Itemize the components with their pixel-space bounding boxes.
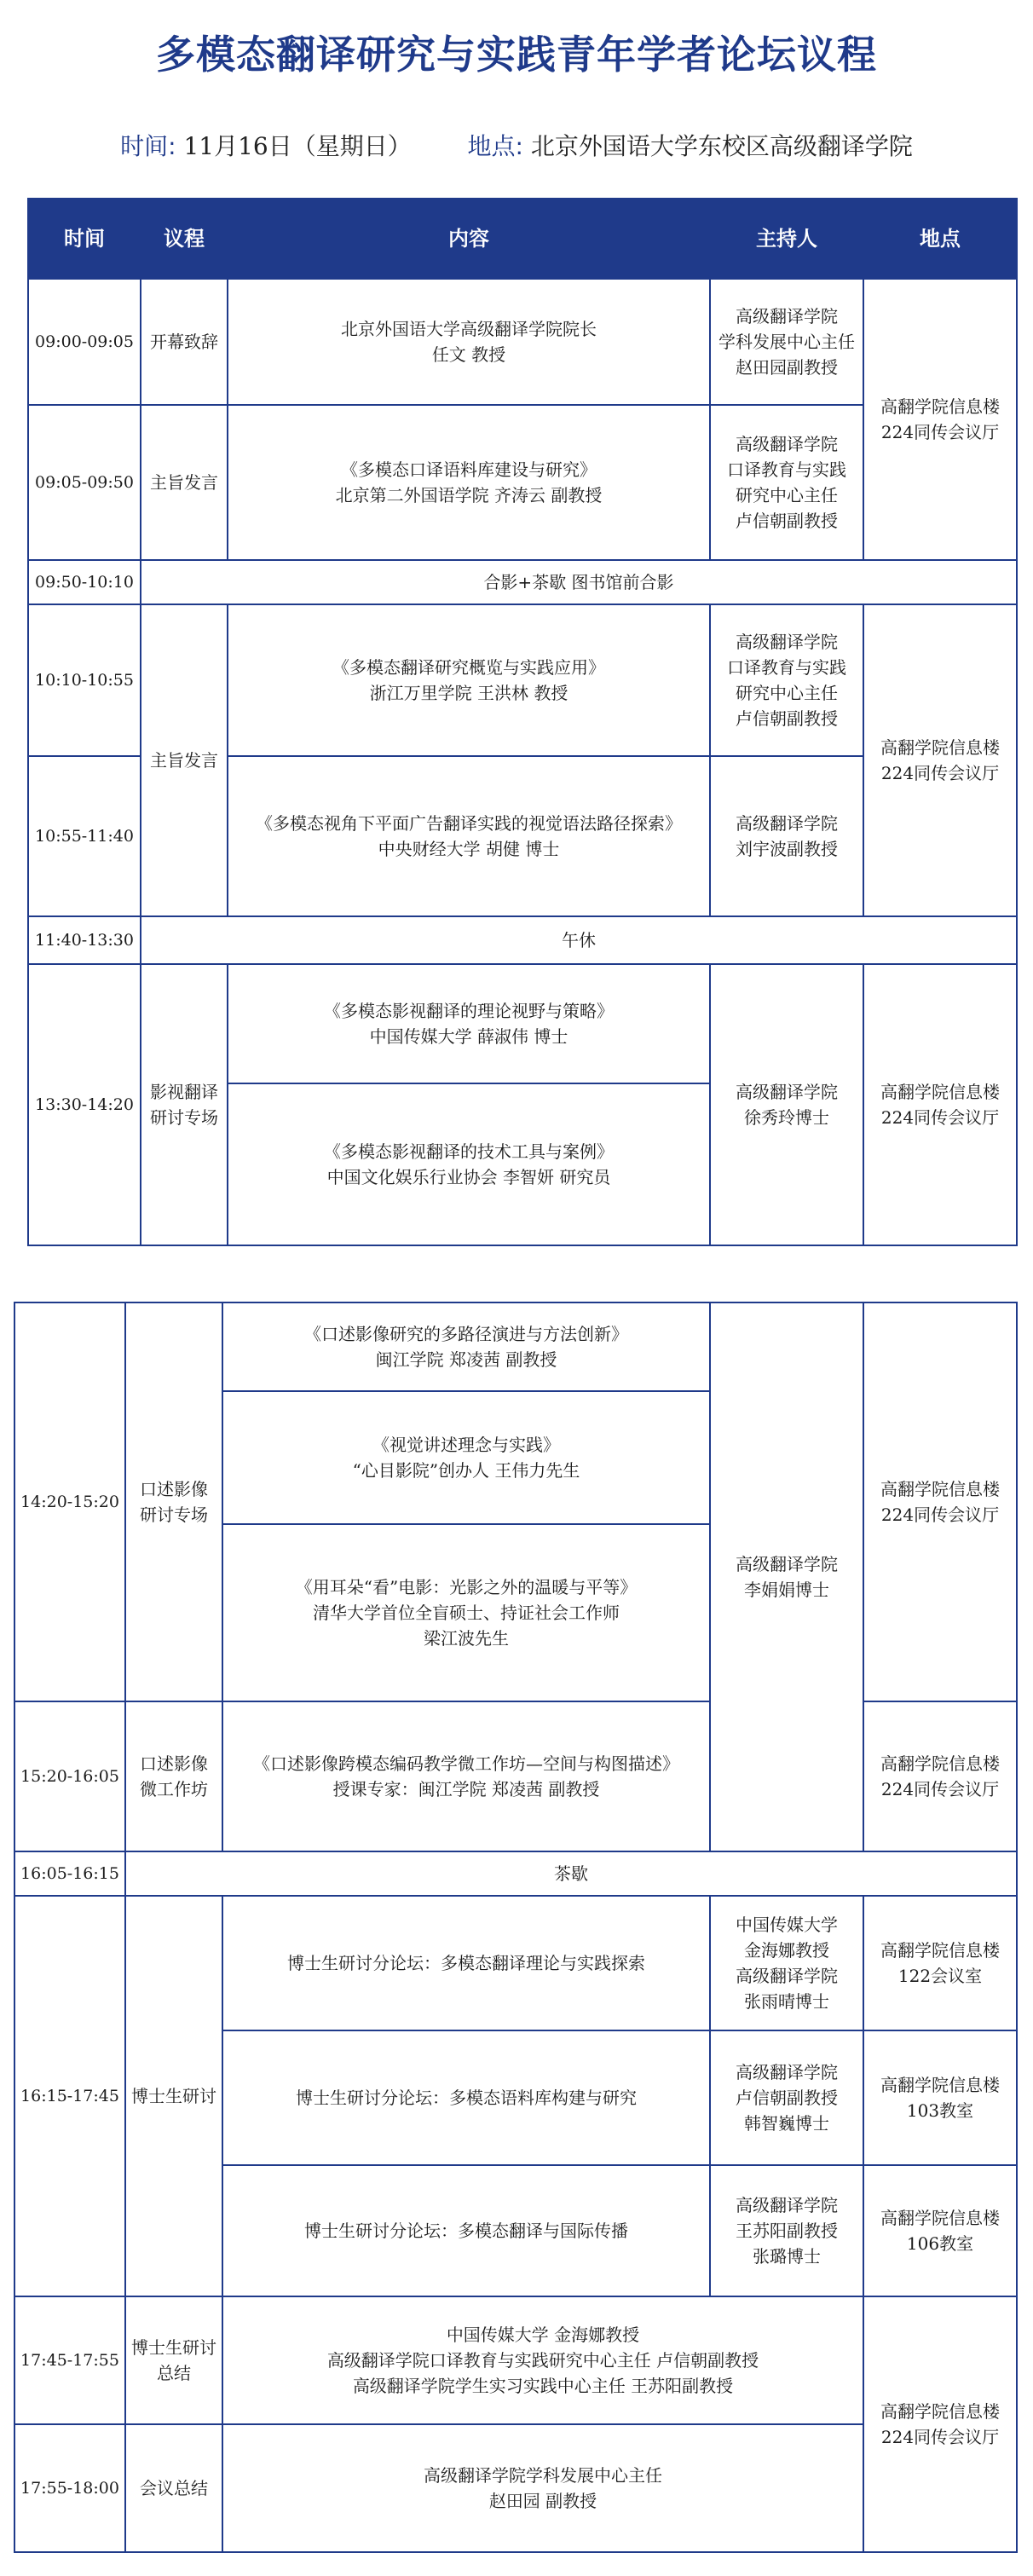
- header-host: 主持人: [710, 199, 863, 279]
- table-row: [28, 279, 1017, 405]
- table-row: [14, 1851, 1017, 1896]
- host-cell: 高级翻译学院 口译教育与实践 研究中心主任 卢信朝副教授: [710, 604, 863, 756]
- item-cell: 影视翻译 研讨专场: [141, 964, 228, 1245]
- item-cell: 博士生研讨: [125, 1896, 222, 2296]
- venue-cell: 高翻学院信息楼 224同传会议厅: [863, 604, 1017, 916]
- header-time: 时间: [28, 199, 141, 279]
- content-cell: 博士生研讨分论坛：多模态翻译与国际传播: [222, 2165, 710, 2296]
- time-cell: 17:55-18:00: [14, 2424, 125, 2552]
- host-cell: 高级翻译学院 王苏阳副教授 张璐博士: [710, 2165, 863, 2296]
- place-value: 北京外国语大学东校区高级翻译学院: [530, 132, 913, 160]
- break-cell: 合影+茶歇 图书馆前合影: [141, 560, 1017, 604]
- item-cell: 开幕致辞: [141, 279, 228, 405]
- venue-cell: 高翻学院信息楼 106教室: [863, 2165, 1017, 2296]
- host-cell: 高级翻译学院 李娟娟博士: [710, 1302, 863, 1851]
- header-item: 议程: [141, 199, 228, 279]
- item-cell: 口述影像 研讨专场: [125, 1302, 222, 1701]
- item-cell: 博士生研讨 总结: [125, 2296, 222, 2424]
- host-cell: 高级翻译学院 徐秀玲博士: [710, 964, 863, 1245]
- venue-cell: 高翻学院信息楼 224同传会议厅: [863, 1701, 1017, 1851]
- content-cell: 博士生研讨分论坛：多模态语料库构建与研究: [222, 2030, 710, 2165]
- table-row: [14, 1701, 1017, 1851]
- venue-cell: 高翻学院信息楼 224同传会议厅: [863, 1302, 1017, 1701]
- host-cell: 中国传媒大学 金海娜教授 高级翻译学院 张雨晴博士: [710, 1896, 863, 2030]
- content-cell: 《口述影像跨模态编码教学微工作坊—空间与构图描述》 授课专家：闽江学院 郑凌茜 副教授: [222, 1701, 710, 1851]
- agenda-table-part1: [27, 198, 1018, 1246]
- time-cell: 16:05-16:15: [14, 1851, 125, 1896]
- content-cell: 《多模态影视翻译的技术工具与案例》 中国文化娱乐行业协会 李智妍 研究员: [228, 1083, 710, 1245]
- time-cell: 16:15-17:45: [14, 1896, 125, 2296]
- host-cell: 高级翻译学院 口译教育与实践 研究中心主任 卢信朝副教授: [710, 405, 863, 560]
- table-row: [28, 916, 1017, 964]
- event-info: [0, 128, 1033, 162]
- venue-cell: 高翻学院信息楼 224同传会议厅: [863, 964, 1017, 1245]
- host-cell: 高级翻译学院 学科发展中心主任 赵田园副教授: [710, 279, 863, 405]
- item-cell: 口述影像 微工作坊: [125, 1701, 222, 1851]
- header-venue: 地点: [863, 199, 1017, 279]
- time-cell: 13:30-14:20: [28, 964, 141, 1245]
- host-cell: 高级翻译学院 卢信朝副教授 韩智巍博士: [710, 2030, 863, 2165]
- content-cell: 高级翻译学院学科发展中心主任 赵田园 副教授: [222, 2424, 863, 2552]
- agenda-table-part2: [14, 1302, 1018, 2553]
- time-value: 11月16日（星期日）: [183, 132, 412, 160]
- time-cell: 10:55-11:40: [28, 756, 141, 916]
- time-cell: 09:05-09:50: [28, 405, 141, 560]
- content-cell: 博士生研讨分论坛：多模态翻译理论与实践探索: [222, 1896, 710, 2030]
- time-label: 时间:: [120, 132, 176, 160]
- content-cell: 《用耳朵“看”电影：光影之外的温暖与平等》 清华大学首位全盲硕士、持证社会工作师 梁江波先生: [222, 1524, 710, 1701]
- content-cell: 《多模态视角下平面广告翻译实践的视觉语法路径探索》 中央财经大学 胡健 博士: [228, 756, 710, 916]
- content-cell: 北京外国语大学高级翻译学院院长 任文 教授: [228, 279, 710, 405]
- table-row: [14, 2296, 1017, 2424]
- content-cell: 《口述影像研究的多路径演进与方法创新》 闽江学院 郑凌茜 副教授: [222, 1302, 710, 1391]
- page-title: 多模态翻译研究与实践青年学者论坛议程: [156, 32, 877, 78]
- content-cell: 《多模态口译语料库建设与研究》 北京第二外国语学院 齐涛云 副教授: [228, 405, 710, 560]
- venue-cell: 高翻学院信息楼 224同传会议厅: [863, 279, 1017, 560]
- time-cell: 09:50-10:10: [28, 560, 141, 604]
- break-cell: 午休: [141, 916, 1017, 964]
- time-cell: 15:20-16:05: [14, 1701, 125, 1851]
- time-cell: 17:45-17:55: [14, 2296, 125, 2424]
- content-cell: 中国传媒大学 金海娜教授 高级翻译学院口译教育与实践研究中心主任 卢信朝副教授 高级翻译学院学生实习实践中心主任 王苏阳副教授: [222, 2296, 863, 2424]
- content-cell: 《多模态影视翻译的理论视野与策略》 中国传媒大学 薛淑伟 博士: [228, 964, 710, 1083]
- item-cell: 会议总结: [125, 2424, 222, 2552]
- time-cell: 10:10-10:55: [28, 604, 141, 756]
- table-row: [14, 1896, 1017, 2030]
- time-cell: 14:20-15:20: [14, 1302, 125, 1701]
- content-cell: 《多模态翻译研究概览与实践应用》 浙江万里学院 王洪林 教授: [228, 604, 710, 756]
- item-cell: 主旨发言: [141, 604, 228, 916]
- venue-cell: 高翻学院信息楼 224同传会议厅: [863, 2296, 1017, 2552]
- table-row: [28, 964, 1017, 1083]
- header-content: 内容: [228, 199, 710, 279]
- table-row: [14, 1302, 1017, 1391]
- table-row: [28, 560, 1017, 604]
- venue-cell: 高翻学院信息楼 103教室: [863, 2030, 1017, 2165]
- table-header-row: [28, 199, 1017, 279]
- time-cell: 09:00-09:05: [28, 279, 141, 405]
- venue-cell: 高翻学院信息楼 122会议室: [863, 1896, 1017, 2030]
- table-row: [28, 604, 1017, 756]
- place-label: 地点:: [467, 132, 523, 160]
- content-cell: 《视觉讲述理念与实践》 “心目影院”创办人 王伟力先生: [222, 1391, 710, 1524]
- item-cell: 主旨发言: [141, 405, 228, 560]
- break-cell: 茶歇: [125, 1851, 1017, 1896]
- time-cell: 11:40-13:30: [28, 916, 141, 964]
- host-cell: 高级翻译学院 刘宇波副教授: [710, 756, 863, 916]
